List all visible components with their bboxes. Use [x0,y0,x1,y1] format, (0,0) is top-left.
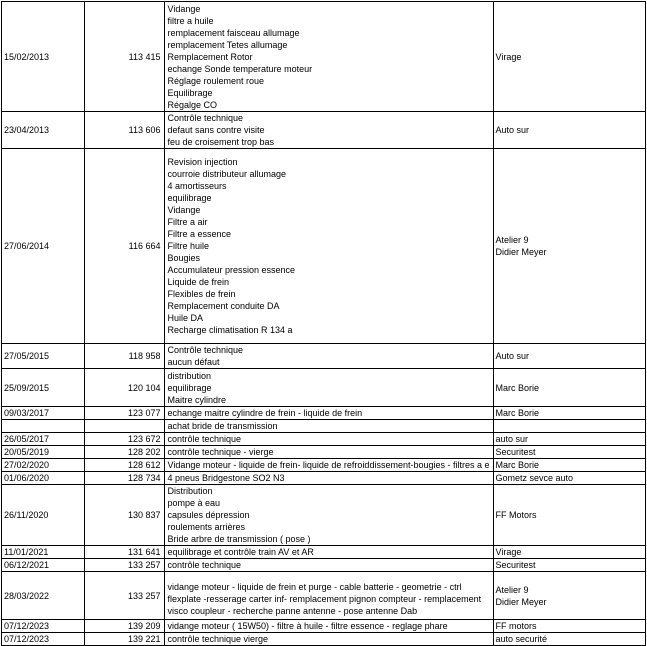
work-description-cell [165,446,493,459]
table-row [2,420,646,433]
work-line: visco coupleur - recherche panne antenne - pose antenne Dab [167,606,418,616]
work-line: Maitre cylindre [167,394,227,405]
work-line: Accumulateur pression essence [167,265,296,275]
work-line: remplacement faisceau allumage [167,27,300,38]
work-line: Contrôle technique [167,345,244,355]
mileage-cell: 116 664 [85,149,165,344]
garage-cell [493,446,646,459]
mileage-cell: 131 641 [85,546,165,559]
mileage-cell: 139 209 [85,620,165,633]
work-description-cell [165,633,493,646]
work-line: Réglage roulement roue [167,75,265,86]
date-cell: 27/06/2014 [2,149,85,344]
work-line: Régalge CO [167,99,218,110]
table-row [2,2,646,112]
table-row [2,572,646,620]
work-line: aucun défaut [167,357,220,367]
work-line: pompe à eau [167,498,221,508]
work-line: vidange moteur - liquide de frein et purge - cable batterie - geometrie - ctrl [167,582,462,592]
work-description-cell [165,112,493,149]
mileage-cell: 123 672 [85,433,165,446]
work-line: Remplacement conduite DA [167,301,280,311]
work-description-cell [165,459,493,472]
work-line: Huile DA [167,313,203,323]
mileage-cell [85,420,165,433]
table-row [2,369,646,407]
mileage-cell: 123 077 [85,407,165,420]
table-row [2,459,646,472]
date-cell [2,420,85,433]
work-line: feu de croisement trop bas [167,137,275,147]
work-line: flexplate -resserage carter inf- remplacement pignon compteur - remplacement [167,594,482,604]
garage-cell [493,407,646,420]
work-line: contrôle technique - vierge [167,447,274,457]
garage-cell [493,620,646,633]
work-line: Liquide de frein [167,277,230,287]
table-row [2,546,646,559]
garage-line: Atelier 9 [495,235,529,245]
mileage-cell: 133 257 [85,572,165,620]
work-line: Filtre huile [167,241,209,251]
garage-line: Securitest [495,447,536,457]
garage-cell [493,572,646,620]
work-line: Flexibles de frein [167,289,236,299]
garage-line: FF motors [495,621,537,631]
garage-cell [493,369,646,407]
date-cell: 27/02/2020 [2,459,85,472]
table-row [2,433,646,446]
work-line: Vidange [167,3,201,14]
work-line: echange Sonde temperature moteur [167,63,313,74]
garage-line: Virage [495,547,522,557]
work-line: capsules dépression [167,510,250,520]
date-cell: 07/12/2023 [2,620,85,633]
work-line: contrôle technique vierge [167,634,269,644]
log-body [2,2,646,646]
work-description-cell [165,485,493,546]
date-cell: 20/05/2019 [2,446,85,459]
mileage-cell: 130 837 [85,485,165,546]
date-cell: 23/04/2013 [2,112,85,149]
work-description-cell [165,433,493,446]
date-cell: 26/05/2017 [2,433,85,446]
date-cell: 15/02/2013 [2,2,85,112]
garage-line: Didier Meyer [495,247,547,257]
work-line: Bride arbre de transmission ( pose ) [167,534,311,544]
work-line: remplacement Tetes allumage [167,39,288,50]
date-cell: 11/01/2021 [2,546,85,559]
date-cell: 09/03/2017 [2,407,85,420]
work-line: Contrôle technique [167,113,244,123]
garage-line: Marc Borie [495,382,540,393]
mileage-cell: 128 612 [85,459,165,472]
garage-line [496,420,644,432]
table-row [2,633,646,646]
work-description-cell [165,620,493,633]
work-line: Revision injection [167,157,238,167]
work-line: equilibrage et contrôle train AV et AR [167,547,314,557]
table-row [2,344,646,369]
date-cell: 07/12/2023 [2,633,85,646]
work-line: contrôle technique [167,434,242,444]
garage-line: auto securité [495,634,548,644]
mileage-cell: 113 606 [85,112,165,149]
work-line: distribution [167,370,212,381]
garage-cell [493,485,646,546]
date-cell: 26/11/2020 [2,485,85,546]
garage-line: Securitest [495,560,536,570]
work-description-cell [165,546,493,559]
work-line: defaut sans contre visite [167,125,265,135]
garage-cell [493,433,646,446]
work-line: courroie distributeur allumage [167,169,287,179]
mileage-cell: 113 415 [85,2,165,112]
work-line: 4 pneus Bridgestone SO2 N3 [167,473,285,483]
work-line: Filtre a air [167,217,208,227]
table-row [2,112,646,149]
work-line: Vidange moteur - liquide de frein- liquide de refroiddissement-bougies - filtres a e [167,460,490,470]
date-cell: 27/05/2015 [2,344,85,369]
garage-line: Virage [495,51,522,62]
garage-line: Marc Borie [495,460,540,470]
mileage-cell: 120 104 [85,369,165,407]
mileage-cell: 118 958 [85,344,165,369]
garage-cell [493,546,646,559]
garage-line: Atelier 9 [495,584,529,595]
work-line: equilibrage [167,193,212,203]
work-line: Bougies [167,253,201,263]
table-row [2,485,646,546]
table-row [2,149,646,344]
work-description-cell [165,420,493,433]
work-description-cell [165,369,493,407]
work-line: Vidange [167,205,201,215]
work-description-cell [165,2,493,112]
work-line: equilibrage [167,382,212,393]
work-description-cell [165,407,493,420]
garage-cell [493,472,646,485]
table-row [2,407,646,420]
garage-cell [493,420,646,433]
work-line: Filtre a essence [167,229,232,239]
work-description-cell [165,344,493,369]
work-line: roulements arrières [167,522,246,532]
work-description-cell [165,559,493,572]
date-cell: 06/12/2021 [2,559,85,572]
work-line: echange maitre cylindre de frein - liquide de frein [167,408,363,418]
garage-cell [493,459,646,472]
date-cell: 28/03/2022 [2,572,85,620]
table-row [2,472,646,485]
mileage-cell: 128 734 [85,472,165,485]
work-line: Recharge climatisation R 134 a [167,325,293,335]
garage-cell [493,344,646,369]
garage-line: FF Motors [495,510,537,520]
garage-cell [493,149,646,344]
maintenance-log-table [1,1,646,646]
work-line: contrôle technique [167,560,242,570]
work-line: Remplacement Rotor [167,51,253,62]
garage-line: Auto sur [495,125,530,135]
work-description-cell [165,472,493,485]
work-description-cell [165,572,493,620]
work-line: 4 amortisseurs [167,181,227,191]
garage-line: Gometz sevce auto [495,473,574,483]
table-row [2,620,646,633]
garage-line: Didier Meyer [495,596,547,607]
garage-line: Auto sur [495,351,530,361]
garage-cell [493,633,646,646]
garage-line: auto sur [495,434,529,444]
mileage-cell: 139 221 [85,633,165,646]
mileage-cell: 128 202 [85,446,165,459]
table-row [2,559,646,572]
work-line: vidange moteur ( 15W50) - filtre à huile - filtre essence - reglage phare [167,621,448,631]
date-cell: 01/06/2020 [2,472,85,485]
garage-cell [493,559,646,572]
table-row [2,446,646,459]
garage-cell [493,2,646,112]
garage-cell [493,112,646,149]
date-cell: 25/09/2015 [2,369,85,407]
work-line: Equilibrage [167,87,213,98]
work-description-cell [165,149,493,344]
garage-line: Marc Borie [495,408,540,418]
work-line: filtre a huile [167,15,214,26]
mileage-cell: 133 257 [85,559,165,572]
work-line: Distribution [167,486,213,496]
work-line: achat bride de transmission [167,421,278,431]
